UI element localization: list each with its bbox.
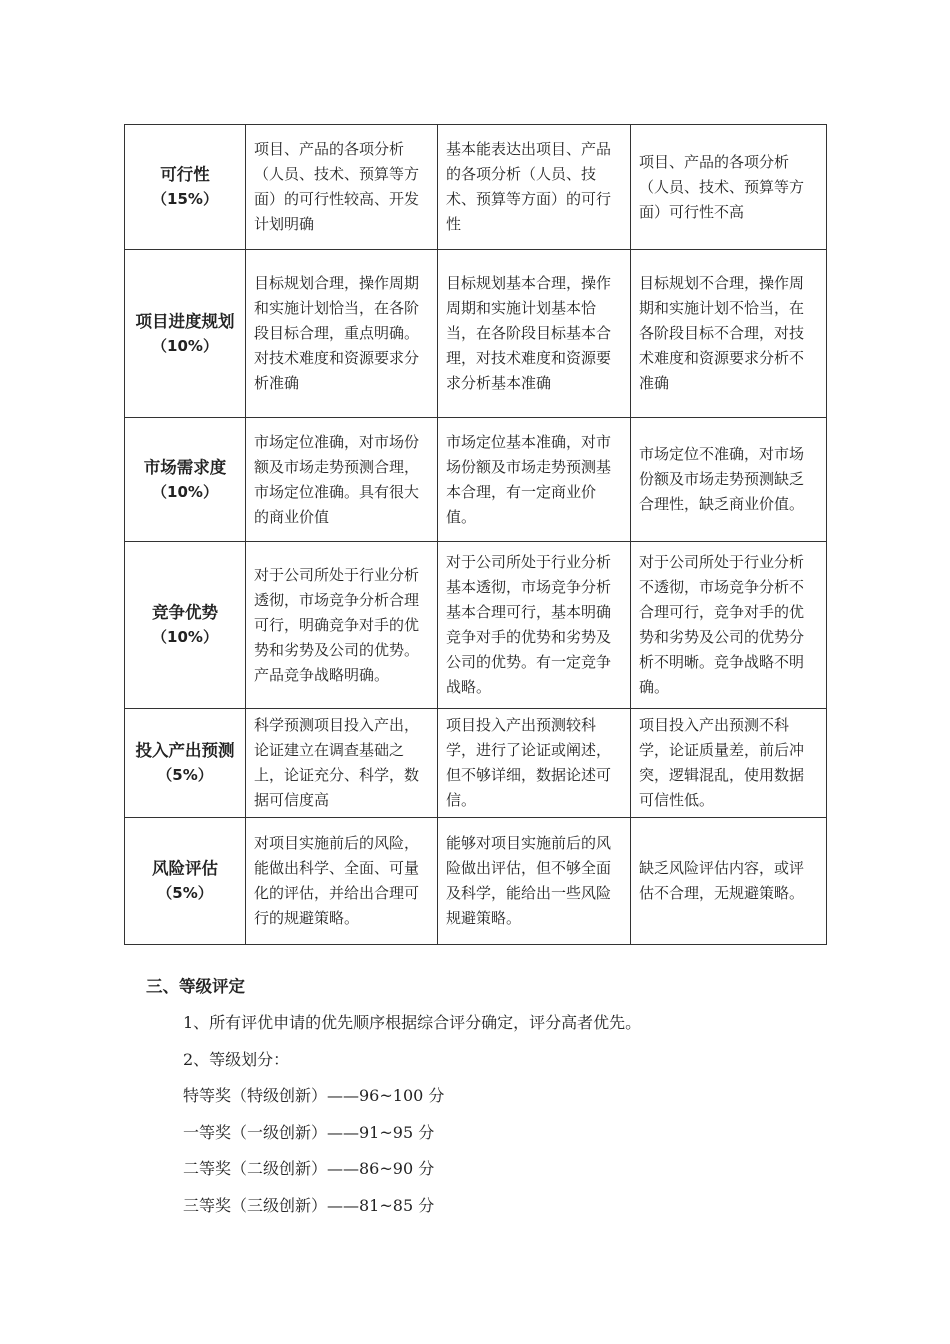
poor-cell: 市场定位不准确，对市场份额及市场走势预测缺乏合理性，缺乏商业价值。 [631,418,827,542]
average-cell: 市场定位基本准确，对市场份额及市场走势预测基本合理，有一定商业价值。 [438,418,631,542]
criterion-label [125,418,246,542]
poor-cell: 缺乏风险评估内容，或评估不合理，无规避策略。 [631,818,827,945]
average-cell: 能够对项目实施前后的风险做出评估，但不够全面及科学，能给出一些风险规避策略。 [438,818,631,945]
grade-item: 三等奖（三级创新）——81~85 分 [183,1196,435,1215]
criteria-table [124,124,827,945]
poor-cell: 项目、产品的各项分析（人员、技术、预算等方面）可行性不高 [631,125,827,250]
criterion-weight: （5%） [157,766,213,784]
grade-item: 特等奖（特级创新）——96~100 分 [183,1086,445,1105]
criterion-label [125,250,246,418]
average-cell: 对于公司所处于行业分析基本透彻，市场竞争分析基本合理可行，基本明确竞争对手的优势和劣势及公司的优势。有一定竞争战略。 [438,542,631,709]
excellent-cell: 对于公司所处于行业分析透彻，市场竞争分析合理可行，明确竞争对手的优势和劣势及公司的优势。产品竞争战略明确。 [246,542,438,709]
table-row [125,125,827,250]
criterion-label [125,542,246,709]
criterion-label [125,125,246,250]
table-row [125,418,827,542]
criterion-weight: （10%） [152,628,218,646]
criterion-weight: （10%） [152,482,218,501]
excellent-cell: 对项目实施前后的风险，能做出科学、全面、可量化的评估，并给出合理可行的规避策略。 [246,818,438,945]
table-row [125,542,827,709]
criterion-name: 竞争优势 [152,603,218,622]
poor-cell: 项目投入产出预测不科学，论证质量差，前后冲突，逻辑混乱，使用数据可信性低。 [631,709,827,818]
table-row [125,818,827,945]
grade-division-heading: 2、等级划分： [183,1050,290,1069]
excellent-cell: 项目、产品的各项分析（人员、技术、预算等方面）的可行性较高、开发计划明确 [246,125,438,250]
poor-cell: 对于公司所处于行业分析不透彻，市场竞争分析不合理可行，竞争对手的优势和劣势及公司的优势分析不明晰。竞争战略不明确。 [631,542,827,709]
grade-item: 一等奖（一级创新）——91~95 分 [183,1123,435,1142]
average-cell: 基本能表达出项目、产品的各项分析（人员、技术、预算等方面）的可行性 [438,125,631,250]
poor-cell: 目标规划不合理，操作周期和实施计划不恰当，在各阶段目标不合理，对技术难度和资源要求分析不准确 [631,250,827,418]
excellent-cell: 科学预测项目投入产出，论证建立在调查基础之上，论证充分、科学，数据可信度高 [246,709,438,818]
criterion-label [125,709,246,818]
excellent-cell: 目标规划合理，操作周期和实施计划恰当，在各阶段目标合理，重点明确。对技术难度和资源要求分析准确 [246,250,438,418]
table-row [125,250,827,418]
criterion-name: 市场需求度 [143,457,227,477]
criterion-name: 项目进度规划 [135,311,235,331]
criterion-name: 可行性 [160,165,210,184]
ranking-rule: 1、所有评优申请的优先顺序根据综合评分确定，评分高者优先。 [183,1013,642,1032]
criterion-weight: （5%） [157,884,213,902]
excellent-cell: 市场定位准确，对市场份额及市场走势预测合理，市场定位准确。具有很大的商业价值 [246,418,438,542]
average-cell: 项目投入产出预测较科学，进行了论证或阐述，但不够详细，数据论述可信。 [438,709,631,818]
section-heading: 三、等级评定 [146,977,245,996]
criterion-weight: （10%） [152,336,218,355]
table-row [125,709,827,818]
criterion-weight: （15%） [152,190,218,208]
grade-item: 二等奖（二级创新）——86~90 分 [183,1159,435,1178]
criterion-name: 风险评估 [152,859,218,878]
average-cell: 目标规划基本合理，操作周期和实施计划基本恰当，在各阶段目标基本合理，对技术难度和资源要求分析基本准确 [438,250,631,418]
criterion-name: 投入产出预测 [135,741,235,760]
criterion-label [125,818,246,945]
